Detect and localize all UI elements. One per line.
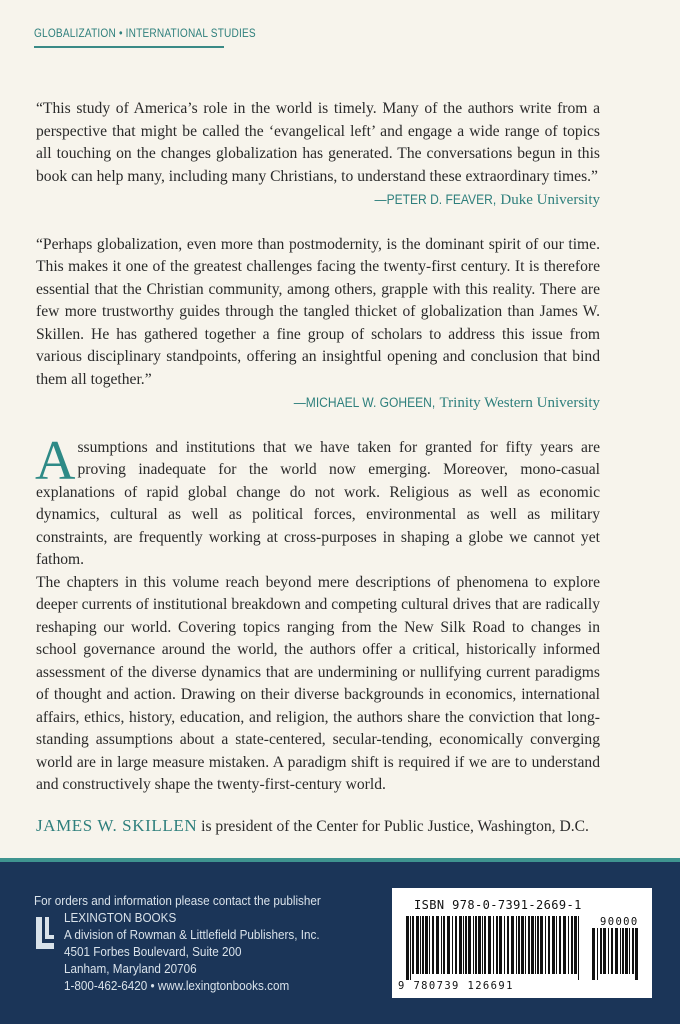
barcode-bar	[443, 916, 445, 974]
contact-line: For orders and information please contact the publisher	[34, 893, 321, 908]
barcode-bar	[632, 928, 634, 974]
barcode-bar	[465, 916, 467, 974]
drop-cap: A	[35, 429, 76, 492]
barcode-bar	[436, 916, 439, 974]
barcode-bar	[531, 916, 534, 974]
barcode-bar	[629, 928, 630, 974]
barcode-bar	[504, 916, 505, 974]
barcode-bar	[622, 928, 624, 974]
barcode-bar	[406, 916, 409, 980]
barcode-bar	[537, 916, 539, 974]
barcode-bar	[556, 916, 557, 974]
endorser-name: —MICHAEL W. GOHEEN,	[294, 395, 436, 410]
endorser-name: —PETER D. FEAVER,	[374, 192, 497, 207]
barcode-bar	[559, 916, 561, 974]
footer	[0, 858, 680, 1024]
barcode-bar	[563, 916, 566, 974]
barcode-bar	[608, 928, 609, 974]
ean-barcode	[406, 916, 582, 980]
barcode-bar	[468, 916, 471, 974]
barcode-bar	[518, 916, 520, 974]
addon-barcode	[592, 928, 640, 990]
publisher-block	[34, 909, 353, 994]
barcode-bar	[625, 928, 628, 974]
barcode-bar	[578, 916, 579, 980]
description-paragraph-2: The chapters in this volume reach beyond mere descriptions of phenomena to explore deeper currents of institutional breakdown and competing cultural drives that are radically reshaping our world. Covering topics ranging from the New Silk Road to changes in school governance around the world, the authors offer a critical, historically informed assessment of the diverse dynamics that are undermining or nullifying current paradigms of thought and action. Drawing on their diverse backgrounds in economics, international affairs, ethics, history, education, and religion, the authors share the conviction that long-standing assumptions about a state-centered, secular-tending, economically converging world are in large measure mistaken. A paradigm shift is required if we are to understand and constructively shape the twenty-first-century world.	[36, 573, 600, 793]
barcode-bar	[525, 916, 526, 974]
quote-text: “This study of America’s role in the world is timely. Many of the authors write from a perspective that might be called the ‘evangelical left’ and engage a wide range of topics all touching on the changes globalization has generated. The conversations begun in this book can help many, including many Christians, to understand these extraordinary times.”	[36, 100, 600, 185]
barcode-bar	[463, 916, 464, 974]
barcode-bar	[482, 916, 483, 974]
endorsement-quote-1	[36, 98, 600, 212]
publisher-phone-web: 1-800-462-6420 • www.lexingtonbooks.com	[64, 978, 290, 993]
book-description	[35, 429, 600, 797]
barcode-bar	[447, 916, 450, 974]
barcode-bar	[416, 916, 419, 974]
header-rule	[34, 46, 224, 48]
barcode-bar	[620, 928, 621, 974]
publisher-logo-icon	[34, 915, 56, 951]
barcode-bar	[603, 928, 606, 974]
header	[0, 0, 680, 62]
barcode-bar	[552, 916, 555, 974]
editor-name: JAMES W. SKILLEN	[36, 815, 198, 835]
barcode-bar	[422, 916, 424, 974]
barcode-bar	[429, 916, 430, 974]
barcode-bar	[545, 916, 546, 974]
endorser-affiliation: Trinity Western University	[439, 395, 600, 411]
barcode-bar	[535, 916, 536, 974]
editor-bio	[36, 815, 600, 839]
barcode-bar	[511, 916, 514, 974]
barcode-bar	[592, 928, 595, 980]
barcode-bar	[507, 916, 509, 974]
barcode-bar	[615, 928, 618, 974]
barcode-bar	[568, 916, 569, 974]
barcode-bar	[611, 928, 613, 974]
barcode-bar	[452, 916, 453, 974]
barcode-bar	[574, 916, 577, 974]
quote-text: “Perhaps globalization, even more than postmodernity, is the dominant spirit of our time. This makes it one of the greatest challenges facing the twenty-first century. It is therefore essential that the Christian community, among others, grapple with this reality. There are few more trustworthy guides through the tangled thicket of globalization than James W. Skillen. He has gathered together a fine group of scholars to address this issue from various disciplinary standpoints, offering an insightful opening and conclusion that bind them all together.”	[36, 235, 600, 388]
editor-bio-text: is president of the Center for Public Justice, Washington, D.C.	[201, 817, 589, 835]
publisher-city: Lanham, Maryland 20706	[64, 961, 197, 976]
barcode-bar	[478, 916, 481, 974]
paragraph-1-text: ssumptions and institutions that we have taken for granted for fifty years are proving inadequate for the world now emerging. Moreover, mono-casual explanations of rapid global change do not work. Religious as well as economic dynamics, cultural as well as political forces, environmental as well as military constraints, are frequently working at cross-purposes in shaping a globe we cannot yet fathom.	[36, 438, 600, 568]
barcode-bar	[493, 916, 494, 974]
quote-attribution	[36, 189, 600, 212]
barcode-bar	[420, 916, 421, 974]
barcode-bar	[425, 916, 428, 974]
description-paragraph-1	[35, 429, 600, 572]
publisher-division: A division of Rowman & Littlefield Publishers, Inc.	[64, 927, 320, 942]
barcode-bar	[432, 916, 434, 974]
barcode-bar	[496, 916, 498, 974]
isbn-text: ISBN 978-0-7391-2669-1	[414, 898, 582, 912]
barcode-bar	[473, 916, 474, 974]
publisher-street: 4501 Forbes Boulevard, Suite 200	[64, 944, 242, 959]
barcode-bar	[459, 916, 462, 974]
barcode-bar	[600, 928, 602, 974]
series-label: GLOBALIZATION • INTERNATIONAL STUDIES	[34, 28, 256, 40]
barcode-bar	[571, 916, 573, 974]
publisher-name: LEXINGTON BOOKS	[64, 910, 177, 925]
barcode-bar	[410, 916, 411, 980]
ean-digits: 9 780739 126691	[398, 980, 514, 992]
barcode-bar	[597, 928, 598, 980]
barcode-bar	[484, 916, 486, 974]
barcode-box	[392, 888, 652, 998]
barcode-bar	[455, 916, 457, 974]
barcode-bar	[521, 916, 524, 974]
addon-digits: 90000	[600, 916, 639, 928]
barcode-bar	[528, 916, 530, 974]
publisher-info	[34, 892, 353, 994]
barcode-bar	[441, 916, 442, 974]
back-cover-content	[36, 98, 600, 838]
barcode-bar	[488, 916, 491, 974]
barcode-bar	[548, 916, 550, 974]
barcode-bar	[540, 916, 543, 974]
barcode-bar	[516, 916, 517, 974]
endorser-affiliation: Duke University	[500, 192, 600, 208]
barcode-bar	[475, 916, 477, 974]
barcode-bar	[499, 916, 502, 974]
endorsement-quote-2	[36, 234, 600, 415]
barcode-bar	[635, 928, 638, 980]
quote-attribution	[36, 392, 600, 415]
barcode-bar	[412, 916, 414, 974]
